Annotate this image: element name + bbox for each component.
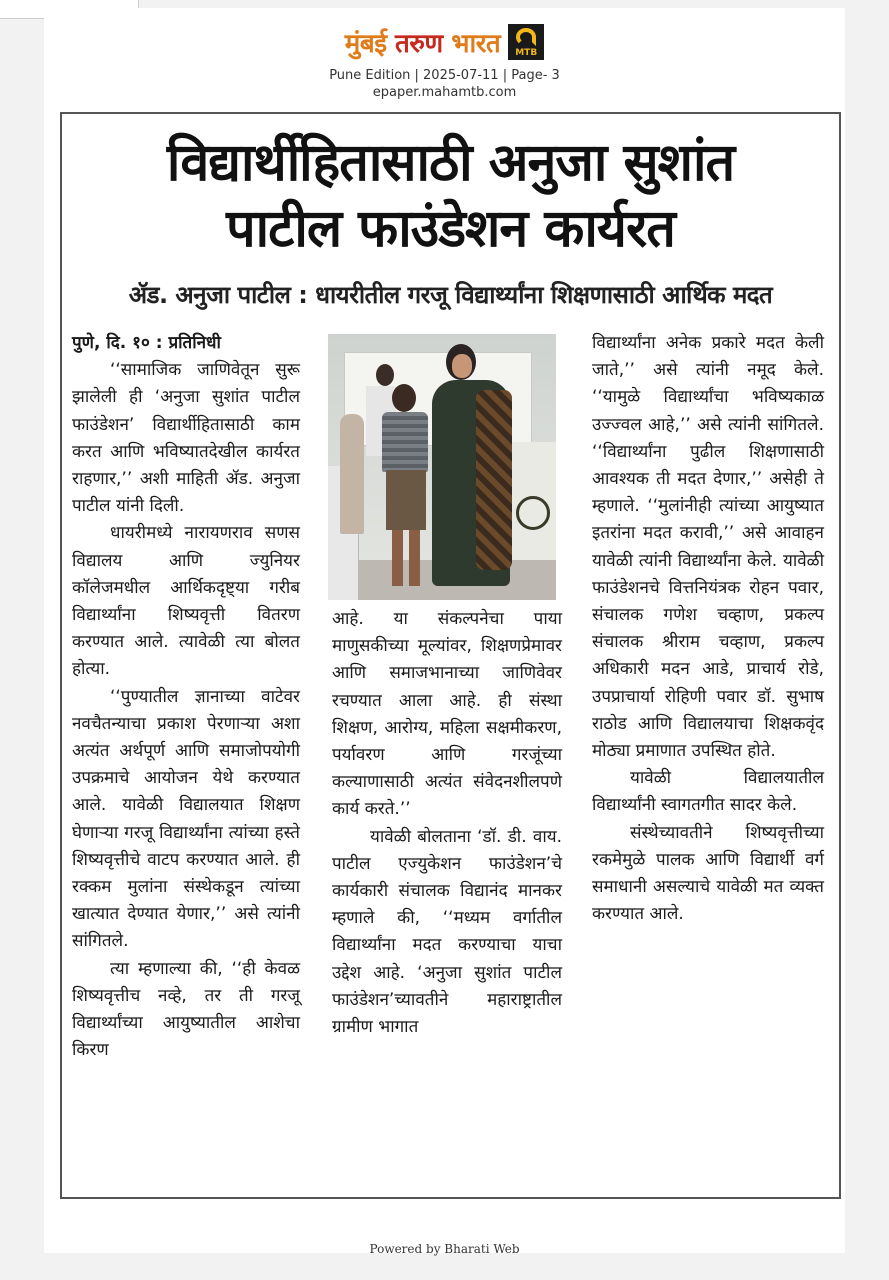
article-column-1 bbox=[72, 330, 300, 1064]
paragraph: यावेळी विद्यालयातील विद्यार्थ्यांनी स्वागतगीत सादर केले. bbox=[592, 768, 824, 816]
edition-info: Pune Edition | 2025-07-11 | Page- 3 bbox=[329, 68, 560, 83]
paragraph: ‘‘सामाजिक जाणिवेतून सुरू झालेली ही ‘अनुजा सुशांत पाटील फाउंडेशन’ विद्यार्थीहितासाठी काम करत आणि भविष्यातदेखील कार्यरत राहणार,’’ अशी माहिती ॲड. अनुजा पाटील यांनी दिली. bbox=[72, 360, 300, 517]
news-article bbox=[60, 112, 841, 1199]
paragraph: आहे. या संकल्पनेचा पाया माणुसकीच्या मूल्यांवर, शिक्षणप्रेमावर आणि समाजभानाच्या जाणिवेवर रचण्यात आला आहे. ही संस्था शिक्षण, आरोग्य, महिला सक्षमीकरण, पर्यावरण आणि गरजूंच्या कल्याणासाठी अत्यंत संवेदनशीलपणे कार्य करते.’’ bbox=[332, 609, 562, 820]
powered-by-footer: Powered by Bharati Web bbox=[369, 1242, 520, 1256]
logo-word-2: तरुण bbox=[395, 29, 452, 59]
tree-emblem-icon bbox=[516, 496, 550, 530]
article-column-2 bbox=[332, 606, 562, 1041]
headline-line-2: पाटील फाउंडेशन कार्यरत bbox=[226, 199, 675, 259]
newspaper-logo bbox=[345, 24, 500, 60]
article-headline bbox=[62, 130, 839, 262]
headline-line-1: विद्यार्थीहितासाठी अनुजा सुशांत bbox=[166, 133, 735, 193]
site-url[interactable]: epaper.mahamtb.com bbox=[372, 85, 517, 100]
article-column-3 bbox=[592, 330, 824, 928]
dateline: पुणे, दि. १० : प्रतिनिधी bbox=[72, 333, 221, 353]
paragraph: त्या म्हणाल्या की, ‘‘ही केवळ शिष्यवृत्तीच नव्हे, तर ती गरजू विद्यार्थ्यांच्या आयुष्यातील आशेचा किरण bbox=[72, 958, 300, 1061]
mtb-badge-text: MTB bbox=[515, 48, 538, 58]
photo-student bbox=[392, 384, 416, 412]
photo-person bbox=[376, 364, 394, 386]
paragraph: यावेळी बोलताना ‘डॉ. डी. वाय. पाटील एज्युकेशन फाउंडेशन’चे कार्यकारी संचालक विद्यानंद मानकर म्हणाले की, ‘‘मध्यम वर्गातील विद्यार्थ्यांना मदत करण्याचा याचा उद्देश आहे. ‘अनुजा सुशांत पाटील फाउंडेशन’च्यावतीने महाराष्ट्रातील ग्रामीण भागात bbox=[332, 826, 562, 1038]
article-photo bbox=[328, 334, 556, 600]
logo-word-3: भारत bbox=[451, 29, 501, 59]
paragraph: धायरीमध्ये नारायणराव सणस विद्यालय आणि ज्युनियर कॉलेजमधील आर्थिकदृष्ट्या गरीब विद्यार्थ्यांना शिष्यवृत्ती वितरण करण्यात आले. त्यावेळी त्या बोलत होत्या. bbox=[72, 523, 300, 680]
epaper-page bbox=[44, 8, 845, 1256]
masthead bbox=[44, 22, 845, 100]
photo-person bbox=[340, 414, 364, 534]
mtb-logo-icon bbox=[508, 24, 544, 60]
logo-word-1: मुंबई bbox=[344, 29, 396, 59]
paragraph: विद्यार्थ्यांना अनेक प्रकारे मदत केली जाते,’’ असे त्यांनी नमूद केले. ‘‘यामुळे विद्यार्थ्यांचा भविष्यकाळ उज्ज्वल आहे,’’ असे त्यांनी सांगितले. ‘‘विद्यार्थ्यांना पुढील शिक्षणासाठी आवश्यक ती मदत देणार,’’ असेही ते म्हणाले. ‘‘मुलांनीही त्यांच्या आयुष्यात इतरांना मदत करावी,’’ असे आवाहन यावेळी त्यांनी विद्यार्थ्यांना केले. यावेळी फाउंडेशनचे वित्तनियंत्रक रोहन पवार, संचालक गणेश चव्हाण, प्रकल्प संचालक श्रीराम चव्हाण, प्रकल्प अधिकारी मदन आडे, प्राचार्य रोडे, उपप्राचार्या रोहिणी पवार डॉ. सुभाष राठोड आणि विद्यालयाचा शिक्षकवृंद मोठ्या प्रमाणात उपस्थित होते. bbox=[592, 333, 824, 762]
logo-row bbox=[44, 22, 845, 62]
paragraph: संस्थेच्यावतीने शिष्यवृत्तीच्या रकमेमुळे पालक आणि विद्यार्थी वर्ग समाधानी असल्याचे यावेळी मत व्यक्त करण्यात आले. bbox=[592, 822, 824, 925]
paragraph: ‘‘पुण्यातील ज्ञानाच्या वाटेवर नवचैतन्याचा प्रकाश पेरणाऱ्या अशा अत्यंत अर्थपूर्ण आणि समाजोपयोगी उपक्रमाचे आयोजन येथे करण्यात आले. यावेळी विद्यालयात शिक्षण घेणाऱ्या गरजू विद्यार्थ्यांना त्यांच्या हस्ते शिष्यवृत्तीचे वाटप करण्यात आले. ही रक्कम मुलांना संस्थेकडून त्यांच्या खात्यात देण्यात येणार,’’ असे त्यांनी सांगितले. bbox=[72, 686, 300, 952]
article-subheadline: ॲड. अनुजा पाटील : धायरीतील गरजू विद्यार्थ्यांना शिक्षणासाठी आर्थिक मदत bbox=[128, 281, 773, 309]
